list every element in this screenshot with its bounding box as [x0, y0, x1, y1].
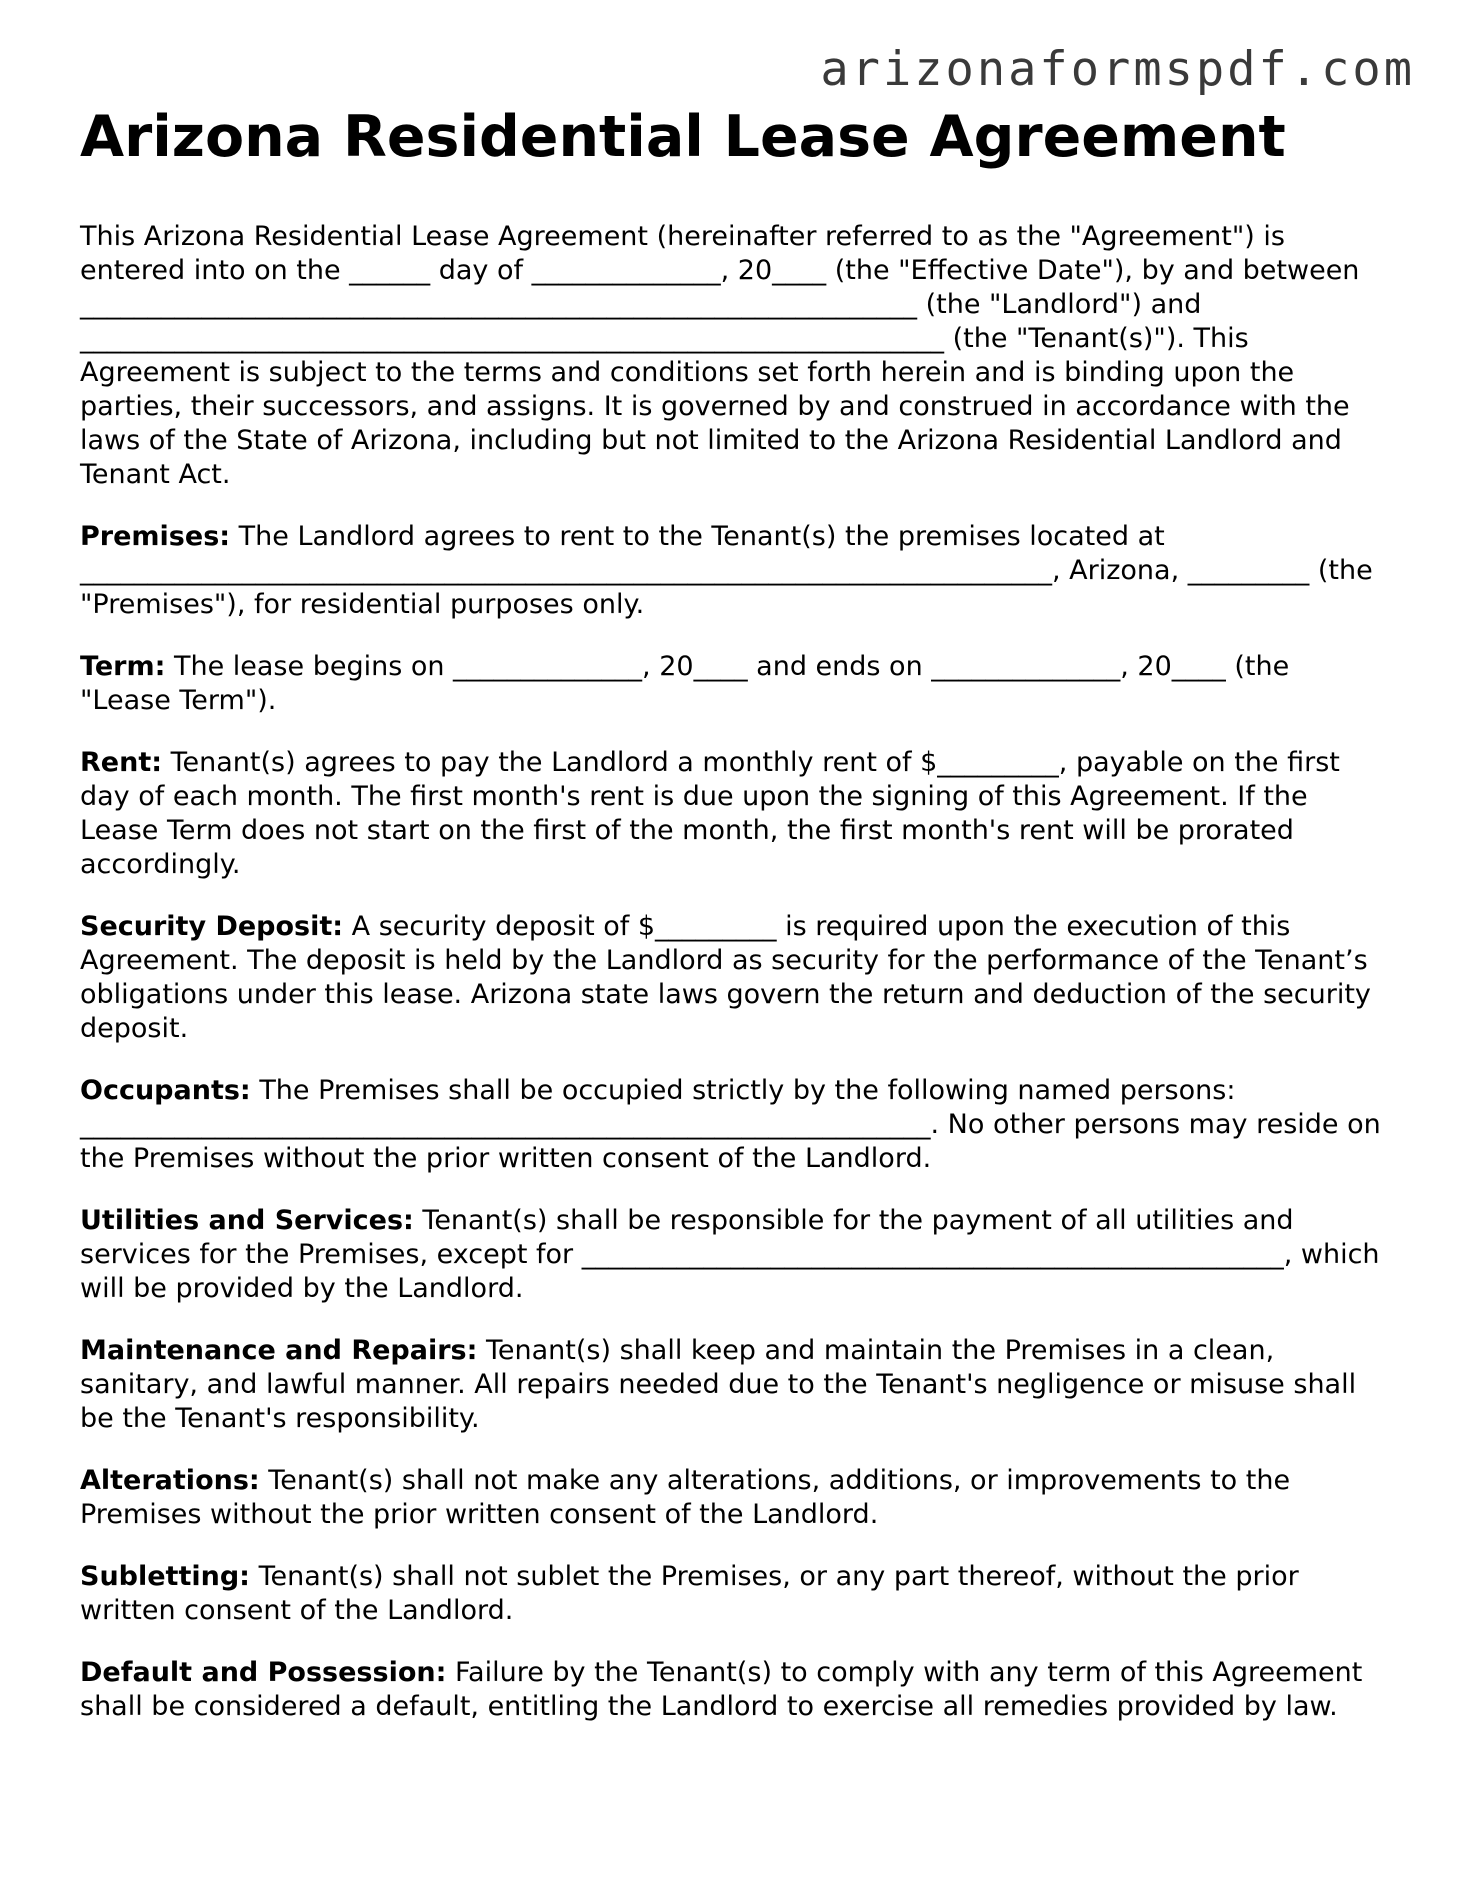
section-security-deposit	[80, 910, 1385, 1046]
section-label: Premises:	[80, 521, 231, 552]
section-text: Tenant(s) shall not make any alterations, additions, or improvements to the Premises without the prior written consent of the Landlord.	[80, 1465, 1291, 1530]
section-text: Failure by the Tenant(s) to comply with any term of this Agreement shall be considered a default, entitling the Landlord to exercise all remedies provided by law.	[80, 1657, 1363, 1722]
section-alterations	[80, 1464, 1385, 1532]
section-default-possession	[80, 1656, 1385, 1724]
section-text: Tenant(s) shall keep and maintain the Premises in a clean, sanitary, and lawful manner. All repairs needed due to the Tenant's negligence or misuse shall be the Tenant's responsibility.	[80, 1335, 1357, 1434]
section-text: The lease begins on ______________, 20____ and ends on ______________, 20____ (the "Lease Term").	[80, 651, 1290, 716]
section-label: Rent:	[80, 747, 163, 778]
document-title: Arizona Residential Lease Agreement	[80, 104, 1286, 170]
section-label: Alterations:	[80, 1465, 260, 1496]
section-maintenance	[80, 1334, 1385, 1436]
section-text: Tenant(s) agrees to pay the Landlord a monthly rent of $_________, payable on the first day of each month. The first month's rent is due upon the signing of this Agreement. If the Lease Term does not start on the first of the month, the first month's rent will be prorated accordingly.	[80, 747, 1340, 880]
section-label: Utilities and Services:	[80, 1205, 414, 1236]
section-label: Security Deposit:	[80, 911, 344, 942]
section-text: The Landlord agrees to rent to the Tenant(s) the premises located at ________________________________________________________________________, Arizona, _________ (the "Premises"), for residential purposes only.	[80, 521, 1373, 620]
section-label: Default and Possession:	[80, 1657, 447, 1688]
section-term	[80, 650, 1385, 718]
intro-paragraph: This Arizona Residential Lease Agreement (hereinafter referred to as the "Agreement") is entered into on the ______ day of ______________, 20____ (the "Effective Date"), by and between ______________________________________________________________ (the "Landlord") and ________________________________________________________________ (the "Tenant(s)"). This Agreement is subject to the terms and conditions set forth herein and is binding upon the parties, their successors, and assigns. It is governed by and construed in accordance with the laws of the State of Arizona, including but not limited to the Arizona Residential Landlord and Tenant Act.	[80, 221, 1360, 490]
section-premises	[80, 520, 1385, 622]
section-utilities	[80, 1204, 1385, 1306]
section-occupants	[80, 1074, 1385, 1176]
section-label: Occupants:	[80, 1075, 251, 1106]
section-label: Term:	[80, 651, 166, 682]
section-subletting	[80, 1560, 1385, 1628]
section-label: Maintenance and Repairs:	[80, 1335, 478, 1366]
section-label: Subletting:	[80, 1561, 250, 1592]
section-text: Tenant(s) shall be responsible for the payment of all utilities and services for the Premises, except for ____________________________________________________, which will be provided by the Landlord.	[80, 1205, 1380, 1304]
section-text: The Premises shall be occupied strictly by the following named persons: _______________________________________________________________. No other persons may reside on the Premises without the prior written consent of the Landlord.	[80, 1075, 1381, 1174]
section-text: A security deposit of $_________ is required upon the execution of this Agreement. The deposit is held by the Landlord as security for the performance of the Tenant’s obligations under this lease. Arizona state laws govern the return and deduction of the security deposit.	[80, 911, 1371, 1044]
section-rent	[80, 746, 1385, 882]
watermark-text: arizonaformspdf.com	[820, 42, 1415, 97]
section-text: Tenant(s) shall not sublet the Premises, or any part thereof, without the prior written consent of the Landlord.	[80, 1561, 1299, 1626]
document-page	[80, 104, 1385, 1752]
